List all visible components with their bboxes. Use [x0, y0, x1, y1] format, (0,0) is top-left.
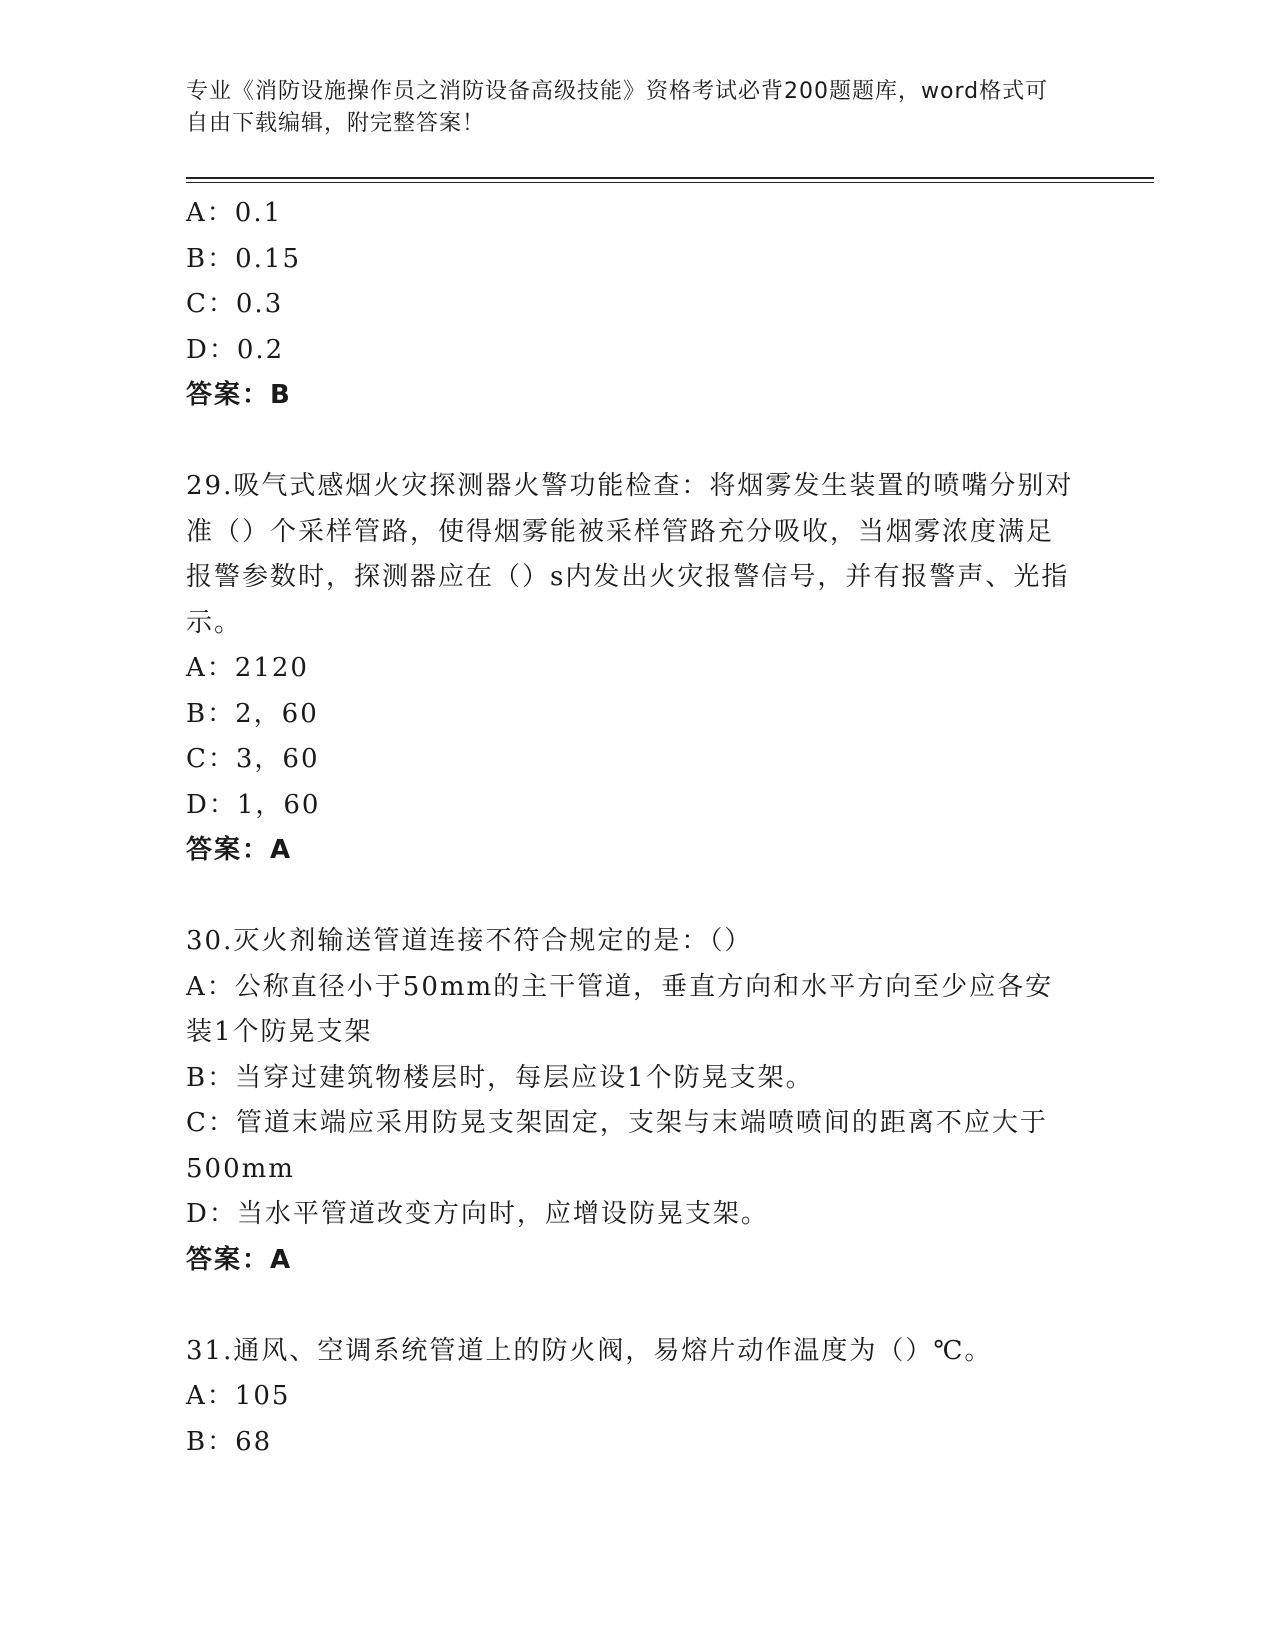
document-header: 专业《消防设施操作员之消防设备高级技能》资格考试必背200题题库，word格式可自由下载编辑，附完整答案！: [186, 79, 1049, 136]
question-stem: 29.吸气式感烟火灾探测器火警功能检查：将烟雾发生装置的喷嘴分别对准（）个采样管路，使得烟雾能被采样管路充分吸收，当烟雾浓度满足报警参数时，探测器应在（）s内发出火灾报警信号，并有报警声、光指示。: [186, 471, 1074, 638]
option-a: A：105: [186, 1381, 291, 1411]
spacer: [186, 1283, 1076, 1329]
header-rule-thin: [186, 182, 1154, 183]
question-29: [186, 464, 1076, 874]
option-a: A：0.1: [186, 198, 283, 228]
question-31: [186, 1329, 1076, 1466]
option-d: D：0.2: [186, 334, 285, 365]
question-stem: 30.灭火剂输送管道连接不符合规定的是：（）: [186, 926, 753, 956]
option-c: C：0.3: [186, 289, 284, 319]
option-a: A：公称直径小于50mm的主干管道，垂直方向和水平方向至少应各安装1个防晃支架: [186, 971, 1054, 1047]
option-c: C：管道末端应采用防晃支架固定，支架与末端喷喷间的距离不应大于500mm: [186, 1108, 1048, 1184]
header-rule: [186, 177, 1154, 179]
answer-line: 答案：B: [186, 380, 292, 410]
question-28: [186, 191, 1076, 419]
option-d: D：当水平管道改变方向时，应增设防晃支架。: [186, 1199, 769, 1229]
question-stem: 31.通风、空调系统管道上的防火阀，易熔片动作温度为（）℃。: [186, 1335, 993, 1366]
option-c: C：3，60: [186, 744, 320, 774]
option-b: B：2，60: [186, 698, 319, 729]
option-a: A：2120: [186, 653, 309, 683]
option-b: B：68: [186, 1426, 273, 1457]
question-content: [186, 191, 1076, 1465]
option-d: D：1，60: [186, 789, 321, 820]
option-b: B：0.15: [186, 243, 301, 274]
option-b: B：当穿过建筑物楼层时，每层应设1个防晃支架。: [186, 1062, 814, 1093]
answer-line: 答案：A: [186, 835, 293, 865]
answer-line: 答案：A: [186, 1244, 293, 1275]
question-30: [186, 919, 1076, 1283]
spacer: [186, 874, 1076, 920]
spacer: [186, 419, 1076, 465]
